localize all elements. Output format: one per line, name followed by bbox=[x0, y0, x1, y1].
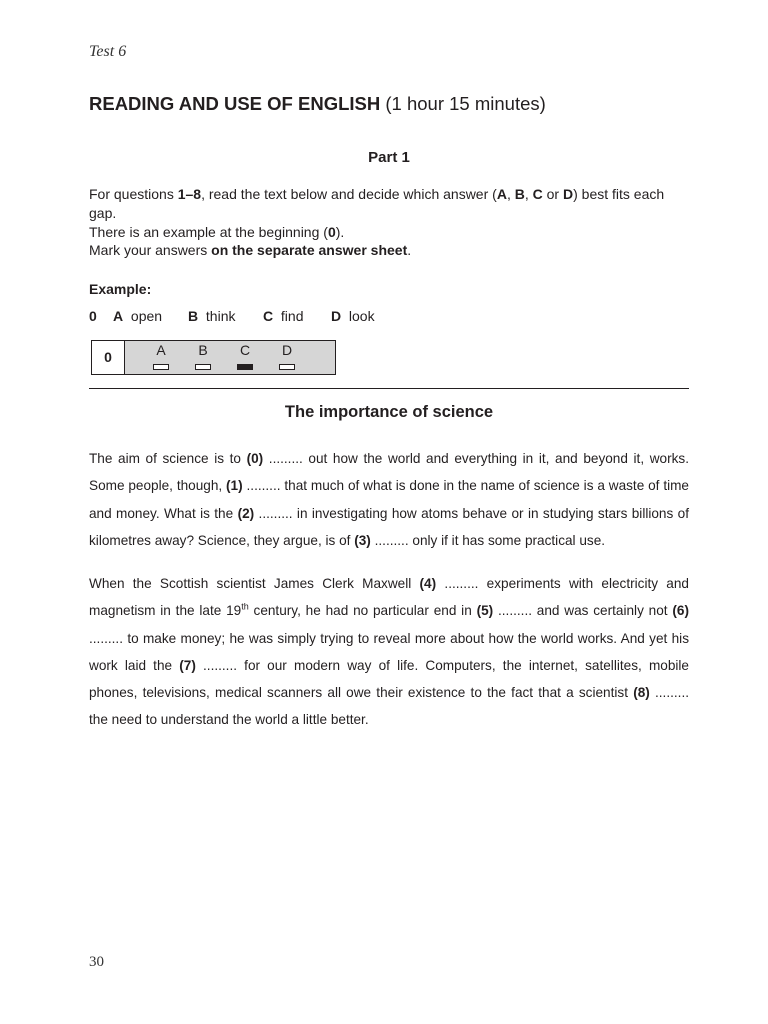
paragraph-2: When the Scottish scientist James Clerk Maxwell (4) ......... experiments with electricity and magnetism in the late 19th century, he had no particular end in (5) ......... and was certainly not (6) ......... to make money; he was simply trying to reveal more about how the world works. And yet his work laid the (7) ......... for our modern way of life. Computers, the internet, satellites, mobile phones, televisions, medical scanners all owe their existence to the fact that a scientist (8) ......... the need to understand the world a little better. bbox=[89, 576, 689, 728]
section-title bbox=[89, 93, 546, 115]
question-range: 1–8 bbox=[177, 186, 202, 202]
answer-bubble-b bbox=[195, 364, 211, 370]
gap-6: (6) bbox=[672, 603, 689, 619]
example-label: Example: bbox=[89, 281, 152, 297]
section-duration: (1 hour 15 minutes) bbox=[385, 93, 546, 114]
answer-option-c: C bbox=[236, 343, 254, 370]
page-number: 30 bbox=[89, 954, 104, 970]
answer-sheet-number: 0 bbox=[92, 341, 125, 374]
gap-8: (8) bbox=[633, 685, 650, 701]
gap-0: (0) bbox=[246, 451, 264, 466]
example-options bbox=[89, 308, 689, 326]
gap-1: (1) bbox=[226, 478, 243, 494]
example-number: 0 bbox=[89, 308, 97, 324]
gap-4: (4) bbox=[419, 576, 437, 591]
gap-3: (3) bbox=[354, 532, 371, 548]
gap-5: (5) bbox=[476, 603, 494, 619]
section-name: READING AND USE OF ENGLISH bbox=[89, 93, 381, 114]
divider bbox=[89, 388, 689, 389]
running-header: Test 6 bbox=[89, 43, 127, 60]
part-title: Part 1 bbox=[368, 149, 410, 166]
answer-bubble-d bbox=[279, 364, 295, 370]
gap-2: (2) bbox=[237, 505, 255, 521]
gap-7: (7) bbox=[179, 657, 196, 673]
answer-option-d: D bbox=[278, 343, 296, 370]
paragraph-1: The aim of science is to (0) ......... out how the world and everything in it, and beyond it, works. Some people, though, (1) ......... that much of what is done in the name of science is a waste of time and money. What is the (2) ......... in investigating how atoms behave or in studying stars billions of kilometres away? Science, they argue, is of (3) ......... only if it has some practical use. bbox=[89, 451, 690, 548]
answer-bubble-c-selected bbox=[237, 364, 253, 370]
instructions: For questions 1–8, read the text below and decide which answer (A, B, C or D) best fits each gap. There is an example at the beginning (0). bbox=[89, 186, 665, 240]
text-title: The importance of science bbox=[284, 403, 494, 421]
example-answer-sheet bbox=[91, 340, 336, 375]
answer-bubble-a bbox=[153, 364, 169, 370]
example-option-a: A open bbox=[113, 308, 163, 324]
answer-option-b: B bbox=[194, 343, 212, 370]
example-option-d: D look bbox=[331, 308, 375, 324]
answer-option-a: A bbox=[152, 343, 170, 370]
example-option-b: B think bbox=[188, 308, 236, 324]
mark-instructions: Mark your answers on the separate answer sheet. bbox=[89, 242, 412, 258]
example-option-c: C find bbox=[263, 308, 304, 324]
